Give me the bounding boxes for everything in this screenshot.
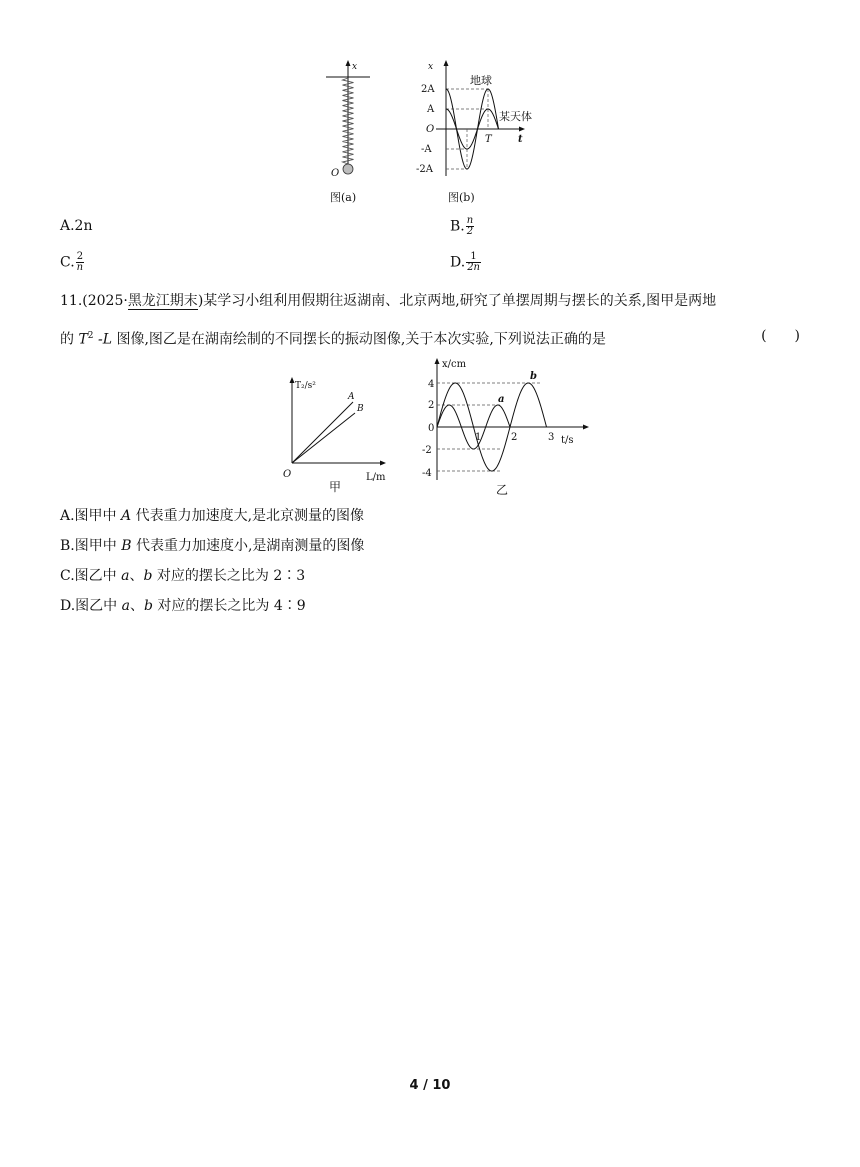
fraction-denominator: 2 xyxy=(466,226,474,237)
tick-2A: 2A xyxy=(421,84,435,95)
question-11-line-1 xyxy=(60,291,716,311)
axis-label-x-b: x xyxy=(428,62,434,72)
option-10-A xyxy=(60,216,92,236)
ytick-minus-2: -2 xyxy=(422,445,432,456)
line-B xyxy=(292,413,355,463)
figure-yi xyxy=(416,352,596,497)
option-11-B xyxy=(60,536,364,556)
question-11-line-2 xyxy=(60,326,800,350)
caption-yi: 乙 xyxy=(496,483,509,497)
line-A xyxy=(292,402,353,463)
ylabel-jia: T₂/s² xyxy=(295,381,316,391)
figure-a xyxy=(326,60,370,204)
label-line-B: B xyxy=(357,404,364,414)
fraction-numerator: 2 xyxy=(76,251,84,262)
option-text: A.2n xyxy=(60,218,93,234)
caption-b: 图(b) xyxy=(448,191,475,204)
option-text: 代表重力加速度小,是湖南测量的图像 xyxy=(131,538,365,554)
answer-bracket: ( ) xyxy=(761,328,800,344)
ytick-2: 2 xyxy=(428,400,435,411)
fraction-denominator: n xyxy=(76,262,84,273)
math-T: T xyxy=(78,331,88,348)
figure-jia xyxy=(272,370,402,495)
tick-T: T xyxy=(485,134,492,145)
option-text: 代表重力加速度大,是北京测量的图像 xyxy=(131,508,365,524)
arrow-icon xyxy=(435,358,440,364)
xlabel-yi: t/s xyxy=(561,435,574,446)
tick-O: O xyxy=(426,124,435,135)
axis-label-x-a: x xyxy=(352,62,358,72)
label-line-A: A xyxy=(348,392,355,402)
xtick-1: 1 xyxy=(475,432,482,443)
arrow-icon xyxy=(519,127,525,132)
xtick-3: 3 xyxy=(548,432,555,443)
option-text: A.图甲中 xyxy=(60,508,122,524)
tick-A: A xyxy=(427,104,435,115)
caption-a: 图(a) xyxy=(330,191,357,204)
option-text: C.图乙中 xyxy=(60,568,122,584)
fraction-numerator: n xyxy=(466,215,474,226)
option-10-D xyxy=(450,252,481,273)
option-var: b xyxy=(143,568,153,584)
question-text: 的 xyxy=(60,331,79,348)
label-earth: 地球 xyxy=(470,74,492,87)
option-10-B xyxy=(450,216,474,237)
ylabel-yi: x/cm xyxy=(442,359,467,370)
ytick-4: 4 xyxy=(428,379,435,390)
option-text: D.图乙中 xyxy=(60,598,122,614)
option-text: 、 xyxy=(129,568,144,584)
arrow-icon xyxy=(346,60,351,66)
tick-minus-2A: -2A xyxy=(416,164,433,175)
figure-b xyxy=(416,60,532,204)
label-curve-a: a xyxy=(498,394,505,405)
option-var: a xyxy=(121,568,130,584)
label-celestial-body: 某天体 xyxy=(499,110,532,123)
ytick-0: 0 xyxy=(428,423,435,434)
option-text: B.图甲中 xyxy=(60,538,122,554)
option-text: 、 xyxy=(130,598,144,614)
axis-label-t-b: t xyxy=(518,134,523,145)
xtick-2: 2 xyxy=(511,432,518,443)
option-label: D. xyxy=(450,254,466,271)
option-11-A xyxy=(60,506,364,526)
arrow-icon xyxy=(290,377,295,383)
fraction-numerator: 1 xyxy=(466,252,481,263)
option-10-C xyxy=(60,252,84,273)
page-number: 4 / 10 xyxy=(409,1078,451,1093)
option-text: 对应的摆长之比为 2∶3 xyxy=(152,568,306,584)
option-11-C xyxy=(60,566,305,586)
option-var: b xyxy=(144,598,153,614)
question-text: 图像,图乙是在湖南绘制的不同摆长的振动图像,关于本次实验,下列说法正确的是 xyxy=(112,331,606,348)
origin-label-a: O xyxy=(331,168,340,179)
label-curve-b: b xyxy=(530,371,537,382)
option-var: A xyxy=(121,508,132,524)
arrow-icon xyxy=(380,461,386,466)
fraction-denominator: 2n xyxy=(467,262,480,273)
math-L: -L xyxy=(93,331,113,348)
question-source: 黑龙江期末 xyxy=(127,293,198,309)
ball-icon xyxy=(343,164,353,174)
option-var: B xyxy=(121,538,132,554)
option-label: C. xyxy=(60,254,75,271)
question-number: 11.(2025· xyxy=(60,293,128,309)
arrow-icon xyxy=(444,60,449,66)
option-11-D xyxy=(60,596,306,616)
xlabel-jia: L/m xyxy=(366,472,386,483)
math-superscript: 2 xyxy=(87,331,94,341)
caption-jia: 甲 xyxy=(329,480,342,494)
ytick-minus-4: -4 xyxy=(422,468,432,479)
option-label: B. xyxy=(450,218,465,235)
origin-jia: O xyxy=(283,469,292,480)
figure-top xyxy=(310,58,550,208)
tick-minus-A: -A xyxy=(421,144,432,155)
arrow-icon xyxy=(583,425,589,430)
option-text: 对应的摆长之比为 4∶9 xyxy=(152,598,306,614)
option-var: a xyxy=(121,598,130,614)
question-text: )某学习小组利用假期往返湖南、北京两地,研究了单摆周期与摆长的关系,图甲是两地 xyxy=(197,293,717,309)
